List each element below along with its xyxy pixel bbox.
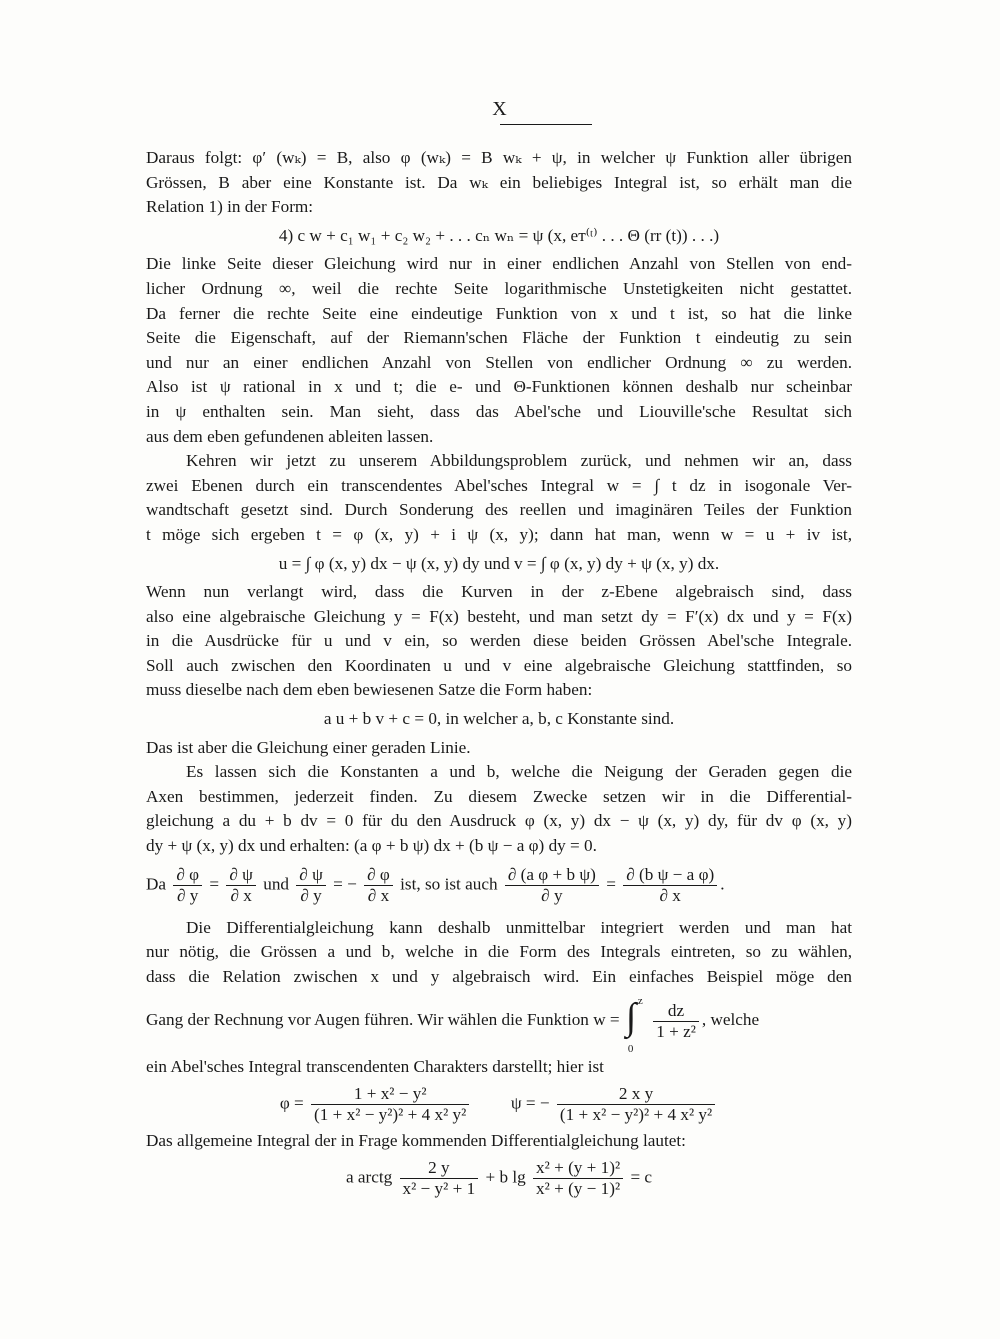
- denominator: ∂ x: [367, 885, 390, 905]
- da-word: Da: [146, 874, 167, 894]
- paragraph-9: Das allgemeine Integral der in Frage kommenden Differentialgleichung lautet:: [146, 1131, 686, 1150]
- numerator: ∂ (a φ + b ψ): [505, 865, 599, 886]
- numerator: 1 + x² − y²: [311, 1084, 469, 1105]
- equals-sign: =: [606, 874, 616, 894]
- phi-label: φ =: [279, 1093, 304, 1113]
- paragraph-3: [146, 449, 852, 547]
- text-line: Es lassen sich die Konstanten a und b, welche die Neigung der Geraden gegen die: [186, 762, 852, 782]
- denominator: ∂ y: [300, 885, 322, 905]
- equation-u-v: u = ∫ φ (x, y) dx − ψ (x, y) dy und v = ∫ φ (x, y) dy + ψ (x, y) dx.: [278, 553, 720, 573]
- fraction: [400, 1158, 479, 1199]
- equals-c: = c: [630, 1167, 653, 1187]
- text-line: Seite die Eigenschaft, auf der Riemann'schen Fläche der Funktion t eindeutig zu sein: [146, 328, 852, 348]
- numerator: ∂ (b ψ − a φ): [623, 865, 717, 886]
- text-line: dy + ψ (x, y) dx und erhalten: (a φ + b ψ) dx + (b ψ − a φ) dy = 0.: [146, 836, 597, 856]
- fraction: [311, 1084, 469, 1125]
- equation-line: a u + b v + c = 0, in welcher a, b, c Konstante sind.: [323, 709, 675, 729]
- numerator: 2 x y: [557, 1084, 715, 1105]
- numerator: dz: [653, 1001, 699, 1022]
- text-line: Daraus folgt: φ′ (wₖ) = B, also φ (wₖ) = B wₖ + ψ, in welcher ψ Funktion aller übrigen: [146, 148, 852, 167]
- text-line: t möge sich ergeben t = φ (x, y) + i ψ (x, y); dann hat man, wenn w = u + iv ist,: [146, 524, 852, 544]
- text-line: Also ist ψ rational in x und t; die e- und Θ-Funktionen können deshalb nur scheinbar: [146, 377, 852, 397]
- text-line: zwei Ebenen durch ein transcendentes Abel'sches Integral w = ∫ t dz in isogonale Ver-: [146, 475, 852, 495]
- fraction: [505, 865, 599, 906]
- fraction: [296, 865, 326, 906]
- numerator: 2 y: [400, 1158, 479, 1179]
- fraction: [173, 865, 202, 906]
- paragraph-8: ein Abel'sches Integral transcendenten Charakters darstellt; hier ist: [146, 1057, 604, 1077]
- fraction: [533, 1158, 623, 1199]
- period: .: [720, 874, 725, 894]
- text-line: licher Ordnung ∞, weil die rechte Seite logarithmische Unstetigkeiten nicht gestattet.: [146, 278, 852, 298]
- numerator: ∂ ψ: [296, 865, 326, 886]
- numerator: x² + (y + 1)²: [533, 1158, 623, 1179]
- text-line: in ψ enthalten sein. Man sieht, dass das Abel'sche und Liouville'sche Resultat sich: [146, 401, 852, 421]
- text-line: gleichung a du + b dv = 0 für du den Ausdruck φ (x, y) dx − ψ (x, y) dy, für dv φ (x, y): [146, 811, 852, 831]
- numerator: ∂ φ: [364, 865, 393, 886]
- denominator: (1 + x² − y²)² + 4 x² y²: [314, 1105, 467, 1124]
- integral-sign-icon: ∫: [625, 996, 637, 1039]
- gang-line: [146, 993, 852, 1056]
- text-line: nur nötig, die Grössen a und b, welche in die Form des Integrals eintreten, so zu wählen,: [146, 942, 852, 962]
- text-line: Die linke Seite dieser Gleichung wird nur in einer endlichen Anzahl von Stellen von end-: [146, 254, 852, 274]
- denominator: ∂ y: [177, 885, 199, 905]
- gang-after: , welche: [701, 1010, 760, 1030]
- text-line: wandtschaft gesetzt sind. Durch Sonderung des reellen und imaginären Teiles der Funktion: [146, 500, 852, 520]
- paragraph-4: [146, 580, 852, 703]
- denominator: x² + (y − 1)²: [536, 1178, 621, 1198]
- fraction: [653, 1001, 699, 1042]
- fraction: [557, 1084, 715, 1125]
- page-number: X: [492, 98, 508, 120]
- text-line: Da ferner die rechte Seite eine eindeutige Funktion von x und t ist, so hat die linke: [146, 303, 852, 323]
- fraction: [623, 865, 717, 906]
- arctg-term: a arctg: [345, 1167, 393, 1187]
- text-line: Grössen, B aber eine Konstante ist. Da wₖ ein beliebiges Integral ist, so erhält man die: [146, 172, 852, 192]
- fraction: [226, 865, 256, 906]
- paragraph-1: [146, 146, 852, 220]
- denominator: ∂ x: [659, 885, 681, 905]
- integral-upper-limit: z: [637, 995, 643, 1008]
- text-line: aus dem eben gefundenen ableiten lassen.: [146, 426, 434, 446]
- page-number-rule: [500, 124, 592, 125]
- page-body: [146, 146, 852, 1199]
- phi-psi-equation: [146, 1084, 852, 1125]
- text-line: und nur an einer endlichen Anzahl von Stellen von endlicher Ordnung ∞ zu werden.: [146, 352, 852, 372]
- psi-label: ψ = −: [510, 1093, 550, 1113]
- denominator: ∂ x: [230, 885, 252, 905]
- log-term: + b lg: [485, 1167, 526, 1187]
- fraction: [364, 865, 393, 906]
- text-line: Soll auch zwischen den Koordinaten u und v eine algebraische Gleichung stattfinden, so: [146, 655, 852, 675]
- numerator: ∂ φ: [173, 865, 202, 886]
- equals-minus-sign: = −: [333, 874, 357, 894]
- text-line: Die Differentialgleichung kann deshalb unmittelbar integriert werden und man hat: [186, 917, 852, 937]
- denominator: ∂ y: [541, 885, 563, 905]
- und-word: und: [263, 874, 289, 894]
- paragraph-2: [146, 252, 852, 449]
- paragraph-6: [146, 760, 852, 858]
- ist-words: ist, so ist auch: [400, 874, 498, 894]
- gang-text: Gang der Rechnung vor Augen führen. Wir wählen die Funktion w =: [146, 1010, 620, 1030]
- da-equation-line: [146, 865, 852, 906]
- text-line: dass die Relation zwischen x und y algebraisch wird. Ein einfaches Beispiel möge den: [146, 966, 852, 986]
- equation-4: 4) c w + c₁ w₁ + c₂ w₂ + . . . cₙ wₙ = ψ (x, eᴛ⁽ᵗ⁾ . . . Θ (rr (t)) . . .): [278, 225, 720, 245]
- integral: [624, 993, 646, 1056]
- text-line: Axen bestimmen, jederzeit finden. Zu diesem Zwecke setzen wir in die Differential-: [146, 786, 852, 806]
- paragraph-7: [146, 916, 852, 990]
- denominator: 1 + z²: [656, 1021, 696, 1041]
- text-line: Wenn nun verlangt wird, dass die Kurven in der z-Ebene algebraisch sind, dass: [146, 582, 852, 602]
- denominator: x² − y² + 1: [402, 1178, 476, 1198]
- paragraph-5: Das ist aber die Gleichung einer geraden Linie.: [146, 737, 471, 757]
- text-line: Relation 1) in der Form:: [146, 197, 314, 217]
- text-line: in die Ausdrücke für u und v ein, so werden diese beiden Grössen Abel'sche Integrale.: [146, 631, 852, 651]
- text-line: muss dieselbe nach dem eben bewiesenen Satze die Form haben:: [146, 680, 593, 700]
- integral-lower-limit: 0: [627, 1043, 634, 1056]
- equals-sign: =: [209, 874, 220, 894]
- denominator: (1 + x² − y²)² + 4 x² y²: [559, 1105, 713, 1124]
- text-line: also eine algebraische Gleichung y = F(x) besteht, und man setzt dy = F′(x) dx und y = F(x): [146, 606, 852, 626]
- final-equation: [146, 1158, 852, 1199]
- text-line: Kehren wir jetzt zu unserem Abbildungsproblem zurück, und nehmen wir an, dass: [186, 451, 852, 471]
- numerator: ∂ ψ: [226, 865, 256, 886]
